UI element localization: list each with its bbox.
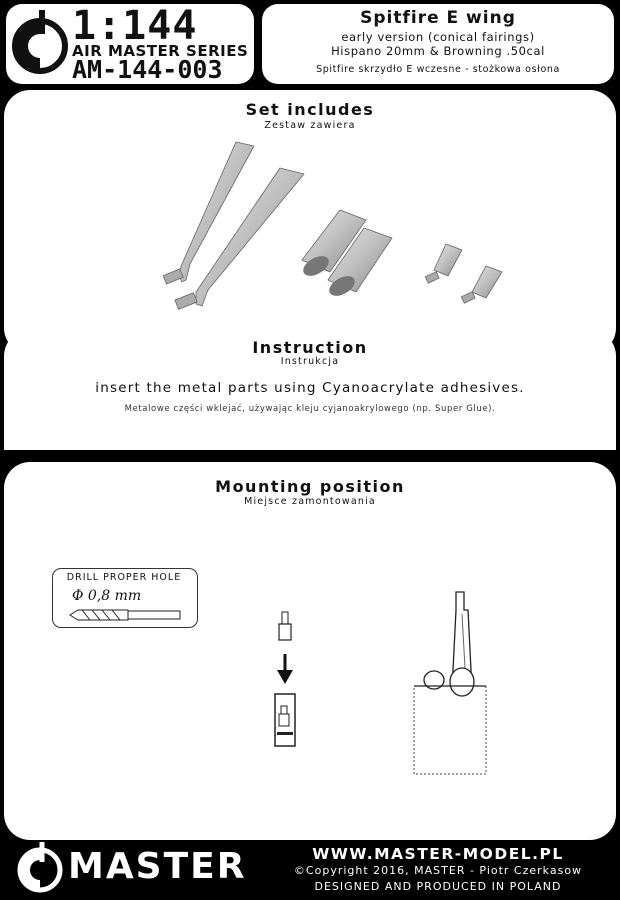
series-label: AIR MASTER SERIES [72,42,249,60]
instruction-title: Instruction [252,338,368,357]
product-code: AM-144-003 [72,55,223,84]
brand-wordmark: MASTER [68,846,247,887]
product-armament: Hispano 20mm & Browning .50cal [331,44,545,58]
set-includes-subtitle: Zestaw zawiera [264,120,356,131]
instruction-subtitle: Instrukcja [280,356,340,367]
made-in-text: DESIGNED AND PRODUCED IN POLAND [314,880,562,893]
product-title-polish: Spitfire skrzydło E wczesne - stożkowa osłona [316,64,560,75]
mounting-subtitle: Miejsce zamontowania [244,496,376,507]
master-footer-logo-icon [14,840,66,896]
website-url[interactable]: WWW.MASTER-MODEL.PL [312,845,564,863]
master-logo-icon [12,8,68,80]
set-includes-title: Set includes [245,100,375,119]
drill-size-label: Φ 0,8 mm [72,588,142,604]
scale-label: 1:144 [72,3,198,49]
product-title: Spitfire E wing [360,8,516,28]
wing-mounting-diagram [406,590,496,780]
instruction-text-polish: Metalowe części wklejać, używając kleju cyjanoakrylowego (np. Super Glue). [124,404,496,414]
hispano-barrel-part [163,142,254,284]
instruction-text: insert the metal parts using Cyanoacrylate adhesives. [95,380,525,396]
browning-barrel-part [461,266,502,303]
browning-barrel-part [425,244,462,283]
product-subtitle: early version (conical fairings) [341,30,535,44]
drill-hole-label: DRILL PROPER HOLE [66,572,182,583]
parts-illustration [4,136,616,336]
copyright-text: ©Copyright 2016, MASTER - Piotr Czerkasow [293,864,583,877]
drill-bit-icon [68,608,184,622]
mounting-title: Mounting position [215,477,405,496]
mounting-panel [4,462,616,840]
mounting-step-illustration [266,608,306,758]
